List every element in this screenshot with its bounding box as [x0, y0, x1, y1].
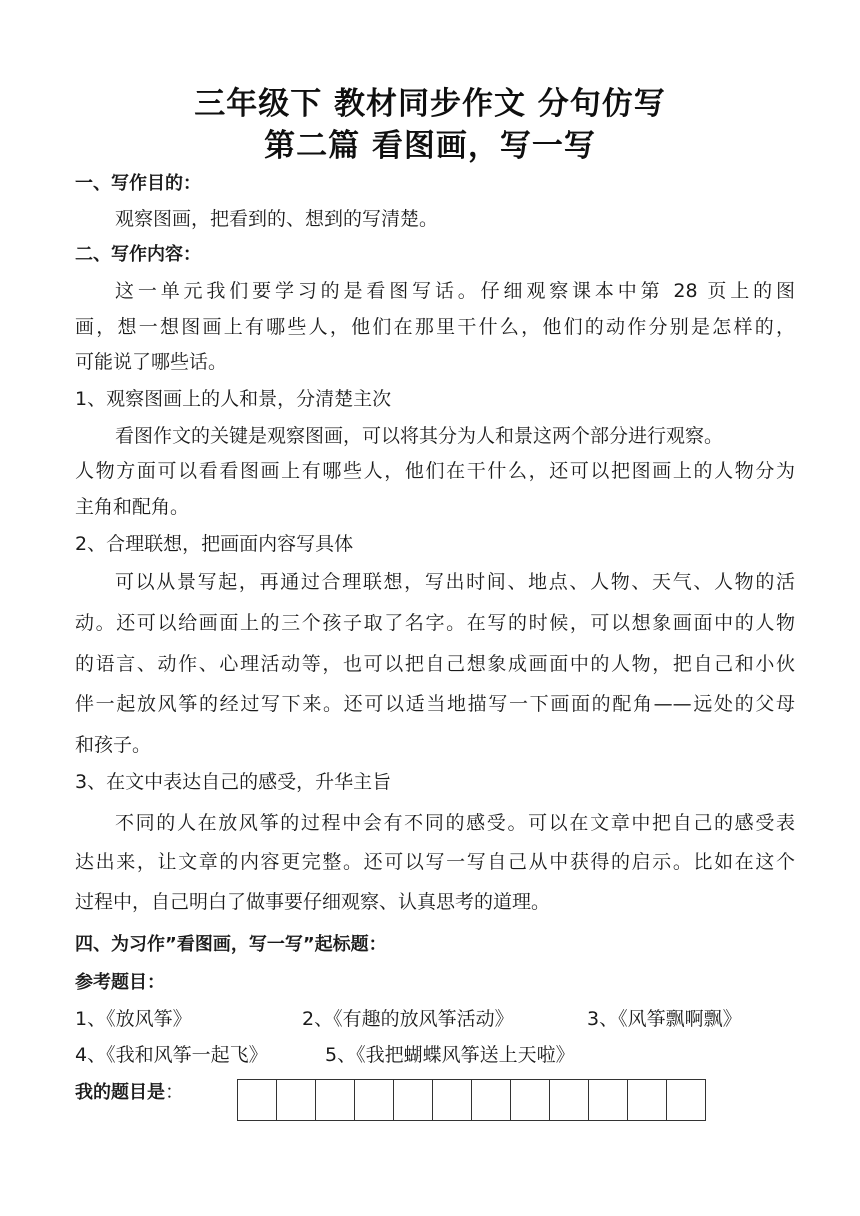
point1-line: 人物方面可以看看图画上有哪些人，他们在干什么，还可以把图画上的人物分为: [75, 460, 795, 482]
point3-line: 达出来，让文章的内容更完整。还可以写一写自己从中获得的启示。比如在这个: [75, 851, 795, 873]
reference-heading: 参考题目：: [75, 972, 165, 993]
document-title: 三年级下 教材同步作文 分句仿写: [194, 86, 666, 122]
reference-title: 4、《我和风筝一起飞》: [75, 1044, 268, 1066]
point2-line: 的语言、动作、心理活动等，也可以把自己想象成画面中的人物，把自己和小伙: [75, 653, 795, 675]
content-paragraph-line: 这一单元我们要学习的是看图写话。仔细观察课本中第 28 页上的图: [115, 280, 795, 302]
answer-cell[interactable]: [316, 1080, 355, 1120]
answer-cell[interactable]: [433, 1080, 472, 1120]
document-subtitle: 第二篇 看图画，写一写: [264, 128, 596, 164]
title-heading: 四、为习作”看图画，写一写”起标题：: [75, 934, 387, 955]
purpose-heading: 一、写作目的：: [75, 173, 201, 194]
answer-cell[interactable]: [589, 1080, 628, 1120]
point2-heading: 2、合理联想，把画面内容写具体: [75, 533, 354, 555]
reference-title: 3、《风筝飘啊飘》: [587, 1008, 742, 1030]
answer-cell[interactable]: [472, 1080, 511, 1120]
purpose-text: 观察图画，把看到的、想到的写清楚。: [115, 208, 439, 230]
point1-heading: 1、观察图画上的人和景，分清楚主次: [75, 388, 392, 410]
my-title-colon: ：: [165, 1081, 185, 1103]
answer-cell[interactable]: [550, 1080, 589, 1120]
answer-cell[interactable]: [238, 1080, 277, 1120]
my-title-label: [75, 1078, 184, 1107]
my-title-label-text: 我的题目是: [75, 1082, 165, 1103]
reference-title: 5、《我把蝴蝶风筝送上天啦》: [325, 1044, 575, 1066]
answer-cell[interactable]: [511, 1080, 550, 1120]
reference-title: 2、《有趣的放风筝活动》: [302, 1008, 514, 1030]
answer-grid[interactable]: [237, 1079, 706, 1121]
content-paragraph-line: 可能说了哪些话。: [75, 351, 228, 373]
answer-cell[interactable]: [355, 1080, 394, 1120]
point3-heading: 3、在文中表达自己的感受，升华主旨: [75, 771, 392, 793]
point3-line: 不同的人在放风筝的过程中会有不同的感受。可以在文章中把自己的感受表: [115, 812, 795, 834]
point2-line: 和孩子。: [75, 734, 152, 756]
point2-line: 动。还可以给画面上的三个孩子取了名字。在写的时候，可以想象画面中的人物: [75, 612, 795, 634]
answer-cell[interactable]: [277, 1080, 316, 1120]
point1-line: 看图作文的关键是观察图画，可以将其分为人和景这两个部分进行观察。: [115, 425, 724, 447]
answer-cell[interactable]: [394, 1080, 433, 1120]
point2-line: 可以从景写起，再通过合理联想，写出时间、地点、人物、天气、人物的活: [115, 571, 795, 593]
point2-line: 伴一起放风筝的经过写下来。还可以适当地描写一下画面的配角——远处的父母: [75, 693, 795, 715]
answer-cell[interactable]: [667, 1080, 706, 1120]
answer-cell[interactable]: [628, 1080, 667, 1120]
reference-title: 1、《放风筝》: [75, 1008, 192, 1030]
point1-line: 主角和配角。: [75, 496, 190, 518]
content-heading: 二、写作内容：: [75, 244, 201, 265]
content-paragraph-line: 画，想一想图画上有哪些人，他们在那里干什么，他们的动作分别是怎样的，: [75, 316, 795, 338]
point3-line: 过程中，自己明白了做事要仔细观察、认真思考的道理。: [75, 891, 551, 913]
